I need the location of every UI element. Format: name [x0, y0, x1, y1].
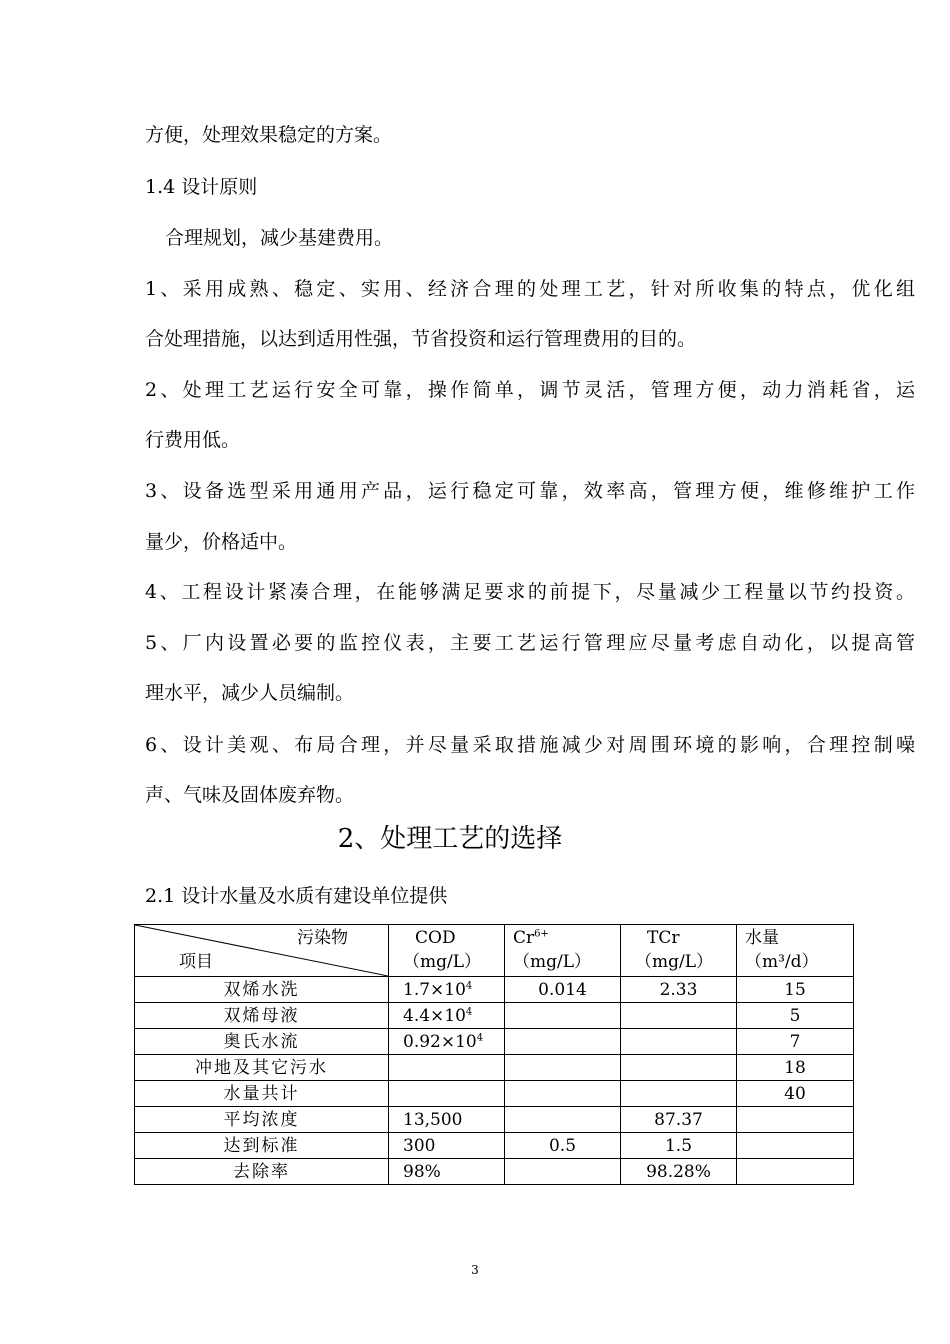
- tcr-cell: 98.28%: [621, 1159, 737, 1185]
- table-row: [135, 1133, 854, 1159]
- cr6-cell: [505, 1055, 621, 1081]
- tcr-cell: 87.37: [621, 1107, 737, 1133]
- cr6-cell: 0.5: [505, 1133, 621, 1159]
- corner-label-item: 项目: [179, 952, 213, 972]
- flow-cell: 7: [737, 1029, 854, 1055]
- paragraph-line: 合理规划，减少基建费用。: [165, 227, 394, 249]
- cod-cell: 13,500: [389, 1107, 505, 1133]
- row-item-cell: 平均浓度: [135, 1107, 389, 1133]
- col-header-tcr: [621, 925, 737, 977]
- paragraph-line: 1、采用成熟、稳定、实用、经济合理的处理工艺，针对所收集的特点，优化组: [145, 278, 915, 300]
- table-row: [135, 1159, 854, 1185]
- cod-cell: [389, 1081, 505, 1107]
- tcr-cell: [621, 1081, 737, 1107]
- row-item-cell: 双烯水洗: [135, 977, 389, 1003]
- table-row: [135, 1081, 854, 1107]
- section-heading: 2、处理工艺的选择: [337, 824, 563, 854]
- table-header-row: [135, 925, 854, 977]
- paragraph-line: 2、处理工艺运行安全可靠，操作简单，调节灵活，管理方便，动力消耗省，运: [145, 379, 915, 401]
- water-quality-table: [134, 924, 854, 1185]
- col-header-cod: [389, 925, 505, 977]
- col-header-unit: （mg/L）: [635, 952, 714, 972]
- cr6-cell: [505, 1029, 621, 1055]
- table-corner-cell: [135, 925, 389, 977]
- paragraph-line: 3、设备选型采用通用产品，运行稳定可靠，效率高，管理方便，维修维护工作: [145, 480, 915, 502]
- flow-cell: 5: [737, 1003, 854, 1029]
- cr6-cell: 0.014: [505, 977, 621, 1003]
- table-row: [135, 1003, 854, 1029]
- cod-cell: [389, 1055, 505, 1081]
- cod-cell: $4.4\times 10^4$: [389, 1003, 505, 1029]
- section-subheading: 1.4 设计原则: [145, 176, 258, 198]
- cod-cell: $0.92\times 10^4$: [389, 1029, 505, 1055]
- col-header-flow: [737, 925, 854, 977]
- table-row: [135, 1029, 854, 1055]
- cod-cell: 300: [389, 1133, 505, 1159]
- cr6-cell: [505, 1107, 621, 1133]
- table-row: [135, 1107, 854, 1133]
- col-header-unit: （mg/L）: [513, 952, 592, 972]
- page-number: 3: [471, 1263, 479, 1277]
- row-item-cell: 双烯母液: [135, 1003, 389, 1029]
- flow-cell: [737, 1159, 854, 1185]
- paragraph-line: 量少，价格适中。: [145, 531, 298, 553]
- cr6-cell: [505, 1159, 621, 1185]
- cr6-cell: [505, 1003, 621, 1029]
- row-item-cell: 奥氏水流: [135, 1029, 389, 1055]
- paragraph-line: 6、设计美观、布局合理，并尽量采取措施减少对周围环境的影响，合理控制噪: [145, 734, 915, 756]
- row-item-cell: 冲地及其它污水: [135, 1055, 389, 1081]
- paragraph-line: 4、工程设计紧凑合理，在能够满足要求的前提下，尽量减少工程量以节约投资。: [145, 581, 915, 603]
- flow-cell: 15: [737, 977, 854, 1003]
- flow-cell: [737, 1107, 854, 1133]
- diagonal-divider: [135, 925, 388, 976]
- row-item-cell: 去除率: [135, 1159, 389, 1185]
- paragraph-line: 声、气味及固体废弃物。: [145, 784, 355, 806]
- cod-cell: 98%: [389, 1159, 505, 1185]
- flow-cell: 18: [737, 1055, 854, 1081]
- col-header-unit: （m³/d）: [745, 952, 819, 972]
- paragraph-line: 行费用低。: [145, 429, 241, 451]
- cr6-cell: [505, 1081, 621, 1107]
- col-header-name: TCr: [647, 928, 680, 948]
- tcr-cell: 2.33: [621, 977, 737, 1003]
- col-header-name: 水量: [745, 928, 779, 948]
- col-header-name: $Cr^{6+}$: [513, 928, 549, 948]
- row-item-cell: 达到标准: [135, 1133, 389, 1159]
- tcr-cell: [621, 1055, 737, 1081]
- col-header-unit: （mg/L）: [403, 952, 482, 972]
- col-header-name: COD: [415, 928, 456, 948]
- paragraph-line: 合处理措施，以达到适用性强，节省投资和运行管理费用的目的。: [145, 328, 697, 350]
- tcr-cell: 1.5: [621, 1133, 737, 1159]
- table-row: [135, 1055, 854, 1081]
- flow-cell: 40: [737, 1081, 854, 1107]
- table-caption: 2.1 设计水量及水质有建设单位提供: [145, 885, 448, 907]
- tcr-cell: [621, 1003, 737, 1029]
- table-row: [135, 977, 854, 1003]
- flow-cell: [737, 1133, 854, 1159]
- paragraph-line: 理水平，减少人员编制。: [145, 682, 355, 704]
- cod-cell: $1.7\times 10^4$: [389, 977, 505, 1003]
- corner-label-pollutant: 污染物: [297, 928, 348, 948]
- paragraph-line: 5、厂内设置必要的监控仪表，主要工艺运行管理应尽量考虑自动化，以提高管: [145, 632, 915, 654]
- col-header-cr6: [505, 925, 621, 977]
- paragraph-line: 方便，处理效果稳定的方案。: [145, 124, 393, 146]
- row-item-cell: 水量共计: [135, 1081, 389, 1107]
- tcr-cell: [621, 1029, 737, 1055]
